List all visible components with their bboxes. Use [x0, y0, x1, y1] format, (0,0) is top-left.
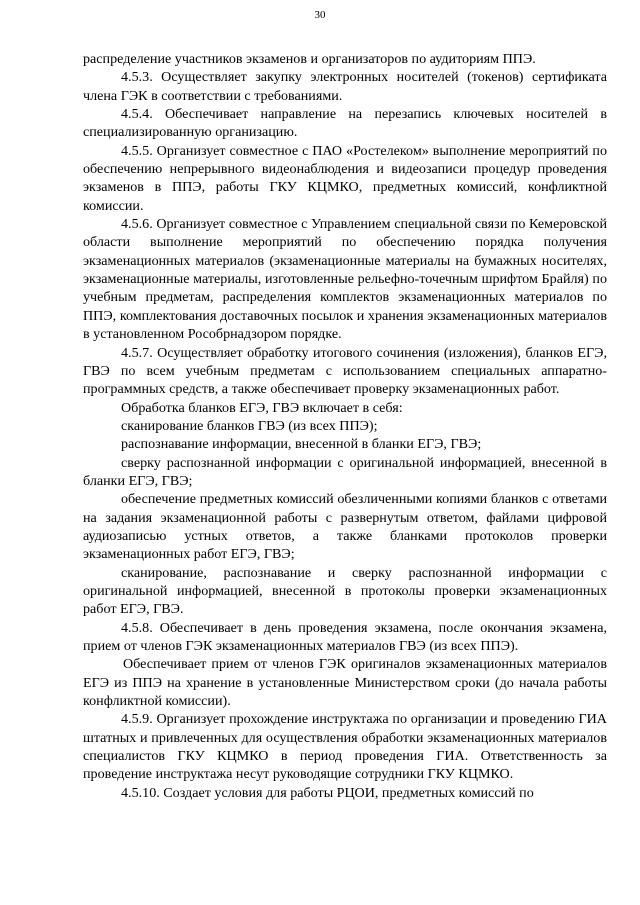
paragraph-4-5-6: 4.5.6. Организует совместное с Управлением специальной связи по Кемеровской области выполнение мероприятий по обеспечению порядка получения экзаменационных материалов (экзаменационные материалы на бумажных носителях, экзаменационные материалы, изготовленные рельефно-точечным шрифтом Брайля) по учебным предметам, распределения комплектов экзаменационных материалов по ППЭ, комплектования доставочных посылок и хранения экзаменационных материалов в установленном Рособрнадзором порядке. [83, 216, 607, 343]
paragraph-distribution: распределение участников экзаменов и организаторов по аудиториям ППЭ. [83, 51, 536, 67]
paragraph-4-5-10: 4.5.10. Создает условия для работы РЦОИ, предметных комиссий по [121, 784, 534, 801]
processing-intro: Обработка бланков ЕГЭ, ГВЭ включает в себя: [121, 399, 403, 416]
page-number: 30 [314, 9, 326, 21]
paragraph-4-5-7: 4.5.7. Осуществляет обработку итогового сочинения (изложения), бланков ЕГЭ, ГВЭ по всем учебным предметам с использованием специальных аппаратно-программных средств, а также обеспечивает проверку экзаменационных работ. [83, 344, 607, 398]
paragraph-originals-storage: Обеспечивает прием от членов ГЭК оригиналов экзаменационных материалов ЕГЭ из ППЭ на хранение в установленные Министерством сроки (до начала работы конфликтной комиссии). [83, 656, 607, 710]
processing-item-recognition: распознавание информации, внесенной в бланки ЕГЭ, ГВЭ; [121, 436, 482, 453]
paragraph-4-5-4: 4.5.4. Обеспечивает направление на перезапись ключевых носителей в специализированную организацию. [83, 106, 607, 141]
processing-item-protocols: сканирование, распознавание и сверку распознанной информации с оригинальной информацией, внесенной в протоколы проверки экзаменационных работ ЕГЭ, ГВЭ. [83, 564, 607, 618]
paragraph-4-5-5: 4.5.5. Организует совместное с ПАО «Ростелеком» выполнение мероприятий по обеспечению непрерывного видеонаблюдения и видеозаписи процедур проведения экзаменов в ППЭ, работы ГКУ КЦМКО, предметных комиссий, конфликтной комиссии. [83, 142, 607, 214]
processing-item-verification: сверку распознанной информации с оригинальной информацией, внесенной в бланки ЕГЭ, ГВЭ; [83, 454, 607, 489]
paragraph-4-5-9: 4.5.9. Организует прохождение инструктажа по организации и проведению ГИА штатных и привлеченных для осуществления обработки экзаменационных материалов специалистов ГКУ КЦМКО в период проведения ГИА. Ответственность за проведение инструктажа несут руководящие сотрудники ГКУ КЦМКО. [83, 711, 607, 783]
document-body [83, 50, 607, 802]
processing-item-scanning: сканирование бланков ГВЭ (из всех ППЭ); [121, 417, 378, 434]
paragraph-4-5-8: 4.5.8. Обеспечивает в день проведения экзамена, после окончания экзамена, прием от членов ГЭК экзаменационных материалов ГВЭ (из всех ППЭ). [83, 619, 607, 654]
processing-item-copies: обеспечение предметных комиссий обезличенными копиями бланков с ответами на задания экзаменационной работы с развернутым ответом, файлами цифровой аудиозаписью устных ответов, а также бланками протоколов проверки экзаменационных работ ЕГЭ, ГВЭ; [83, 491, 607, 563]
paragraph-4-5-3: 4.5.3. Осуществляет закупку электронных носителей (токенов) сертификата члена ГЭК в соответствии с требованиями. [83, 69, 607, 104]
